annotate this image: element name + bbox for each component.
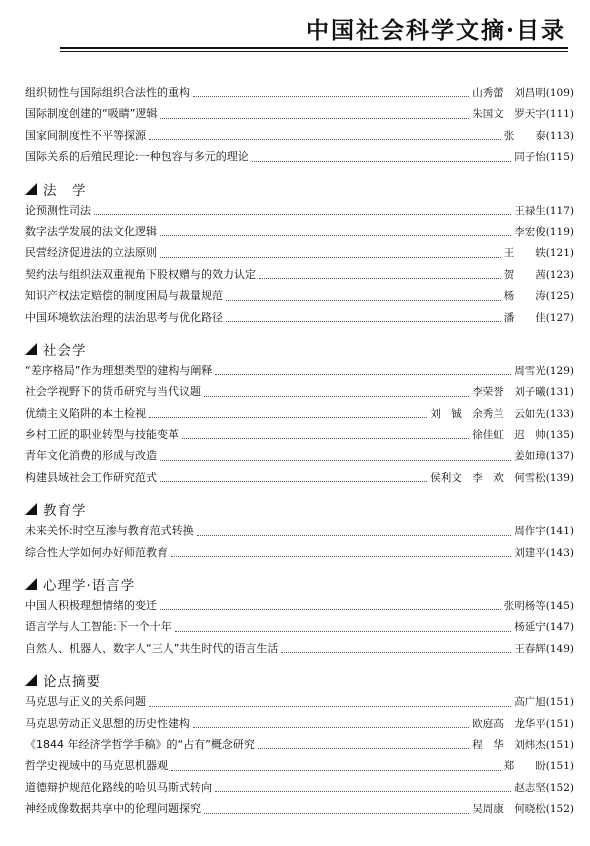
entry-title: 神经成像数据共享中的伦理问题探究 — [25, 802, 201, 816]
toc-entry[interactable] — [25, 777, 574, 798]
toc-section — [25, 498, 574, 563]
toc-entry[interactable] — [25, 595, 574, 616]
dot-leader — [149, 417, 427, 418]
entry-page-number: (147) — [545, 621, 574, 634]
triangle-marker-icon — [25, 183, 37, 195]
table-of-contents — [25, 82, 574, 820]
entry-title: 马克思与正义的关系问题 — [25, 695, 146, 709]
toc-entry[interactable] — [25, 360, 574, 381]
entry-page-number: (145) — [545, 600, 574, 613]
toc-entry[interactable] — [25, 125, 574, 146]
dot-leader — [215, 374, 511, 375]
entry-title: 未来关怀:时空互渗与教育范式转换 — [25, 524, 194, 538]
entry-title: 自然人、机器人、数字人“三人”共生时代的语言生活 — [25, 641, 279, 655]
triangle-marker-icon — [25, 674, 37, 686]
dot-leader — [94, 214, 511, 215]
entry-page-number: (109) — [545, 87, 574, 99]
entry-page-number: (131) — [545, 386, 574, 399]
toc-entry[interactable] — [25, 242, 574, 263]
triangle-marker-icon — [25, 578, 37, 590]
toc-entry[interactable] — [25, 307, 574, 328]
toc-entry[interactable] — [25, 221, 574, 242]
entry-author: 王禄生 — [514, 204, 546, 217]
section-title: 论点摘要 — [43, 674, 101, 691]
toc-entry[interactable] — [25, 734, 574, 755]
entry-title: “差序格局”作为理想类型的建构与阐释 — [25, 363, 213, 377]
page-header — [0, 0, 590, 54]
toc-entry[interactable] — [25, 285, 574, 306]
entry-page-number: (123) — [545, 268, 574, 281]
toc-section — [25, 338, 574, 488]
toc-section — [25, 82, 574, 168]
entry-page-number: (149) — [545, 642, 574, 655]
section-heading — [25, 178, 574, 200]
dot-leader — [258, 748, 469, 749]
entry-page-number: (125) — [545, 290, 574, 303]
dot-leader — [149, 706, 511, 707]
dot-leader — [226, 321, 501, 322]
entry-title: 中国环境软法治理的法治思考与优化路径 — [25, 310, 223, 324]
section-heading — [25, 573, 574, 595]
dot-leader — [182, 438, 469, 439]
dot-leader — [171, 556, 511, 557]
entry-author: 高广旭 — [514, 696, 546, 709]
entry-title: 综合性大学如何办好师范教育 — [25, 545, 168, 559]
toc-entry[interactable] — [25, 103, 574, 124]
entry-author: 杨 涛 — [503, 290, 546, 303]
section-title: 教育学 — [43, 503, 87, 520]
dot-leader — [175, 631, 512, 632]
entry-author: 张明杨等 — [503, 600, 546, 613]
entry-title: 国际制度创建的“吸睛”逻辑 — [25, 107, 158, 121]
entry-title: 青年文化消费的形成与改造 — [25, 449, 157, 463]
toc-entry[interactable] — [25, 146, 574, 167]
entry-page-number: (151) — [545, 696, 574, 709]
toc-entry[interactable] — [25, 691, 574, 712]
entry-title: 知识产权法定赔偿的制度困局与裁量规范 — [25, 289, 223, 303]
section-title: 法 学 — [43, 182, 87, 199]
toc-entry[interactable] — [25, 445, 574, 466]
dot-leader — [160, 235, 511, 236]
toc-entry[interactable] — [25, 798, 574, 819]
entry-page-number: (115) — [545, 151, 574, 164]
entry-title: 社会学视野下的货币研究与当代议题 — [25, 385, 201, 399]
entry-author: 欧庭高 龙华平 — [472, 717, 546, 730]
section-title: 社会学 — [43, 342, 87, 359]
dot-leader — [193, 727, 469, 728]
entry-author: 张 泰 — [503, 129, 546, 142]
entry-title: 组织韧性与国际组织合法性的重构 — [25, 86, 190, 99]
toc-section — [25, 573, 574, 659]
entry-author: 贺 茜 — [503, 268, 546, 281]
entry-page-number: (135) — [545, 429, 574, 442]
entry-page-number: (121) — [545, 247, 574, 260]
entry-title: 马克思劳动正义思想的历史性建构 — [25, 716, 190, 730]
entry-author: 王春辉 — [514, 642, 546, 655]
entry-author: 朱国文 罗天宇 — [472, 108, 546, 121]
toc-entry[interactable] — [25, 82, 574, 103]
dot-leader — [204, 813, 469, 814]
entry-author: 郑 盼 — [503, 760, 546, 773]
entry-page-number: (129) — [545, 364, 574, 377]
entry-author: 赵志坚 — [514, 781, 546, 794]
header-rule-thick — [60, 47, 568, 49]
dot-leader — [226, 300, 501, 301]
entry-author: 潘 佳 — [503, 311, 546, 324]
dot-leader — [259, 278, 501, 279]
entry-page-number: (137) — [545, 450, 574, 463]
entry-title: 语言学与人工智能:下一个十年 — [25, 620, 172, 634]
dot-leader — [160, 481, 427, 482]
entry-author: 徐佳虹 迟 帅 — [472, 429, 546, 442]
triangle-marker-icon — [25, 503, 37, 515]
dot-leader — [160, 118, 469, 119]
toc-entry[interactable] — [25, 200, 574, 221]
entry-author: 周作宇 — [514, 525, 546, 538]
entry-page-number: (141) — [545, 525, 574, 538]
toc-entry[interactable] — [25, 520, 574, 541]
dot-leader — [204, 396, 469, 397]
entry-author: 周雪光 — [514, 364, 546, 377]
section-title: 心理学·语言学 — [43, 578, 136, 595]
toc-entry[interactable] — [25, 755, 574, 776]
dot-leader — [252, 161, 512, 162]
entry-author: 李荣誉 刘子曦 — [472, 386, 546, 399]
toc-entry[interactable] — [25, 638, 574, 659]
entry-page-number: (151) — [545, 760, 574, 773]
entry-page-number: (151) — [545, 717, 574, 730]
entry-title: 契约法与组织法双重视角下股权赠与的效力认定 — [25, 267, 256, 281]
toc-entry[interactable] — [25, 424, 574, 445]
dot-leader — [193, 96, 469, 97]
toc-entry[interactable] — [25, 403, 574, 424]
toc-entry[interactable] — [25, 467, 574, 488]
entry-title: 哲学史视域中的马克思机器观 — [25, 759, 168, 773]
toc-entry[interactable] — [25, 264, 574, 285]
section-heading — [25, 498, 574, 520]
entry-title: 乡村工匠的职业转型与技能变革 — [25, 428, 179, 442]
entry-title: 国际关系的后殖民理论:一种包容与多元的理论 — [25, 150, 249, 164]
entry-title: 数字法学发展的法文化逻辑 — [25, 224, 157, 238]
entry-page-number: (113) — [545, 129, 574, 142]
entry-title: 论预测性司法 — [25, 203, 91, 217]
toc-section — [25, 178, 574, 328]
dot-leader — [160, 460, 511, 461]
header-rule-thin — [60, 51, 568, 52]
entry-author: 王 轶 — [503, 247, 546, 260]
entry-page-number: (152) — [545, 803, 574, 816]
entry-author: 侯利文 李 欢 何雪松 — [430, 471, 546, 484]
dot-leader — [160, 257, 501, 258]
dot-leader — [197, 535, 512, 536]
entry-title: 《1844 年经济学哲学手稿》的“占有”概念研究 — [25, 737, 255, 751]
entry-page-number: (127) — [545, 311, 574, 324]
entry-page-number: (119) — [545, 225, 574, 238]
dot-leader — [215, 791, 511, 792]
entry-title: 道德辩护规范化路线的哈贝马斯式转向 — [25, 780, 212, 794]
entry-page-number: (133) — [545, 407, 574, 420]
entry-title: 构建县域社会工作研究范式 — [25, 470, 157, 484]
toc-entry[interactable] — [25, 381, 574, 402]
entry-page-number: (152) — [545, 781, 574, 794]
toc-entry[interactable] — [25, 616, 574, 637]
entry-title: 优绩主义陷阱的本土检视 — [25, 406, 146, 420]
dot-leader — [281, 652, 511, 653]
entry-author: 杨延宁 — [514, 621, 546, 634]
triangle-marker-icon — [25, 343, 37, 355]
entry-author: 程 华 刘炜杰 — [472, 738, 546, 751]
dot-leader — [160, 609, 501, 610]
page-title: 中国社会科学文摘·目录 — [305, 17, 566, 44]
entry-page-number: (139) — [545, 471, 574, 484]
entry-author: 姜如璋 — [514, 450, 546, 463]
section-heading — [25, 669, 574, 691]
entry-author: 山秀蕾 刘昌明 — [472, 87, 546, 99]
section-heading — [25, 338, 574, 360]
entry-title: 中国人积极理想情绪的变迁 — [25, 599, 157, 613]
entry-page-number: (143) — [545, 546, 574, 559]
entry-title: 民营经济促进法的立法原则 — [25, 246, 157, 260]
toc-section — [25, 669, 574, 819]
entry-author: 刘 铖 余秀兰 云如先 — [430, 407, 546, 420]
toc-entry[interactable] — [25, 542, 574, 563]
dot-leader — [171, 770, 501, 771]
entry-title: 国家间制度性不平等探源 — [25, 128, 146, 142]
entry-author: 吴周康 何晓松 — [472, 803, 546, 816]
entry-page-number: (111) — [545, 108, 574, 121]
dot-leader — [149, 139, 501, 140]
entry-page-number: (117) — [545, 204, 574, 217]
entry-author: 同子怡 — [514, 151, 546, 164]
entry-author: 刘建平 — [514, 546, 546, 559]
entry-page-number: (151) — [545, 738, 574, 751]
entry-author: 李宏俊 — [514, 225, 546, 238]
toc-entry[interactable] — [25, 713, 574, 734]
